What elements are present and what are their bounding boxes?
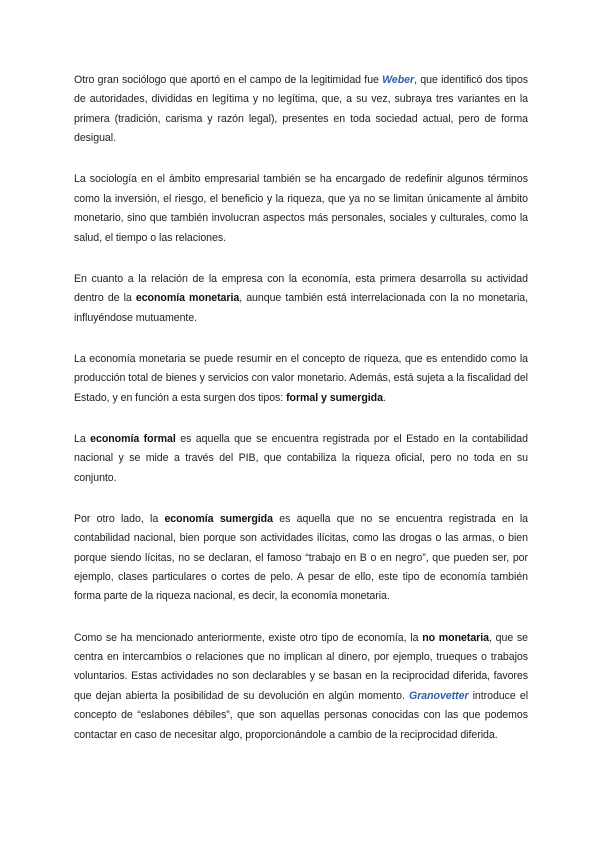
paragraph-text: Por otro lado, la [74,512,165,525]
paragraph-text: La sociología en el ámbito empresarial también se ha encargado de redefinir algunos términos como la inversión, el riesgo, el beneficio y la riqueza, que ya no se limitan únicamente al ámbito monetario, sino que también involucran aspectos más personales, sociales y culturales, como la salud, el tiempo o las relaciones. [74,173,528,244]
paragraph-monetary-economy [74,350,528,408]
paragraph-text: , que se centra en intercambios o relaciones que no implican al dinero, por ejemplo, trueques o trabajos voluntarios. Estas actividades no son declarables y se basan en la reciprocidad diferida, favores que dejan abierta la posibilidad de su devolución en algún momento. [74,631,529,702]
granovetter-reference: Granovetter [409,689,469,702]
paragraph-text: La economía monetaria se puede resumir en el concepto de riqueza, que es entendido como la producción total de bienes y servicios con valor monetario. Además, está sujeta a la fiscalidad del Estado, y en función a esta surgen dos tipos: [74,352,528,404]
paragraph-text: introduce el concepto de “eslabones débiles”, que son aquellas personas conocidas con las que podemos contactar en caso de necesitar algo, proporcionándole a cambio de la reciprocidad diferida. [74,689,529,741]
document-page [74,71,528,767]
paragraph-company-economy [74,270,528,328]
bold-term: economía sumergida [164,512,273,525]
bold-term: economía formal [90,432,176,445]
bold-term: no monetaria [422,631,489,644]
weber-reference: Weber [382,74,415,86]
paragraph-text: , que identificó dos tipos de autoridades, divididas en legítima y no legítima, que, a su vez, subraya tres variantes en la primera (tradición, carisma y razón legal), presentes en toda sociedad actual, pero de forma desigual. [74,74,528,145]
paragraph-formal-economy [74,430,528,488]
paragraph-business-sociology [74,170,528,248]
paragraph-text: es aquella que se encuentra registrada por el Estado en la contabilidad nacional y se mide a través del PIB, que contabiliza la riqueza oficial, pero no toda en su conjunto. [74,432,528,484]
paragraph-text: Otro gran sociólogo que aportó en el campo de la legitimidad fue [74,74,383,86]
paragraph-underground-economy [74,510,528,607]
bold-term: formal y sumergida [286,391,383,404]
paragraph-non-monetary-economy [74,629,528,746]
bold-term: economía monetaria [135,292,240,305]
paragraph-text: es aquella que no se encuentra registrada en la contabilidad nacional, bien porque son actividades ilícitas, como las drogas o las armas, o bien porque siendo lícitas, no se declaran, el famoso “trabajo en B o en negro”, que pueden ser, por ejemplo, clases particulares o cortes de pelo. A pesar de ello, este tipo de economía también forma parte de la riqueza nacional, es decir, la economía monetaria. [74,512,528,603]
paragraph-text: , aunque también está interrelacionada con la no monetaria, influyéndose mutuamente. [74,292,528,324]
paragraph-text: La [74,432,91,445]
paragraph-text: . [382,391,386,404]
paragraph-weber [74,71,528,149]
paragraph-text: Como se ha mencionado anteriormente, existe otro tipo de economía, la [74,631,423,644]
paragraph-text: En cuanto a la relación de la empresa con la economía, esta primera desarrolla su actividad dentro de la [74,272,528,305]
